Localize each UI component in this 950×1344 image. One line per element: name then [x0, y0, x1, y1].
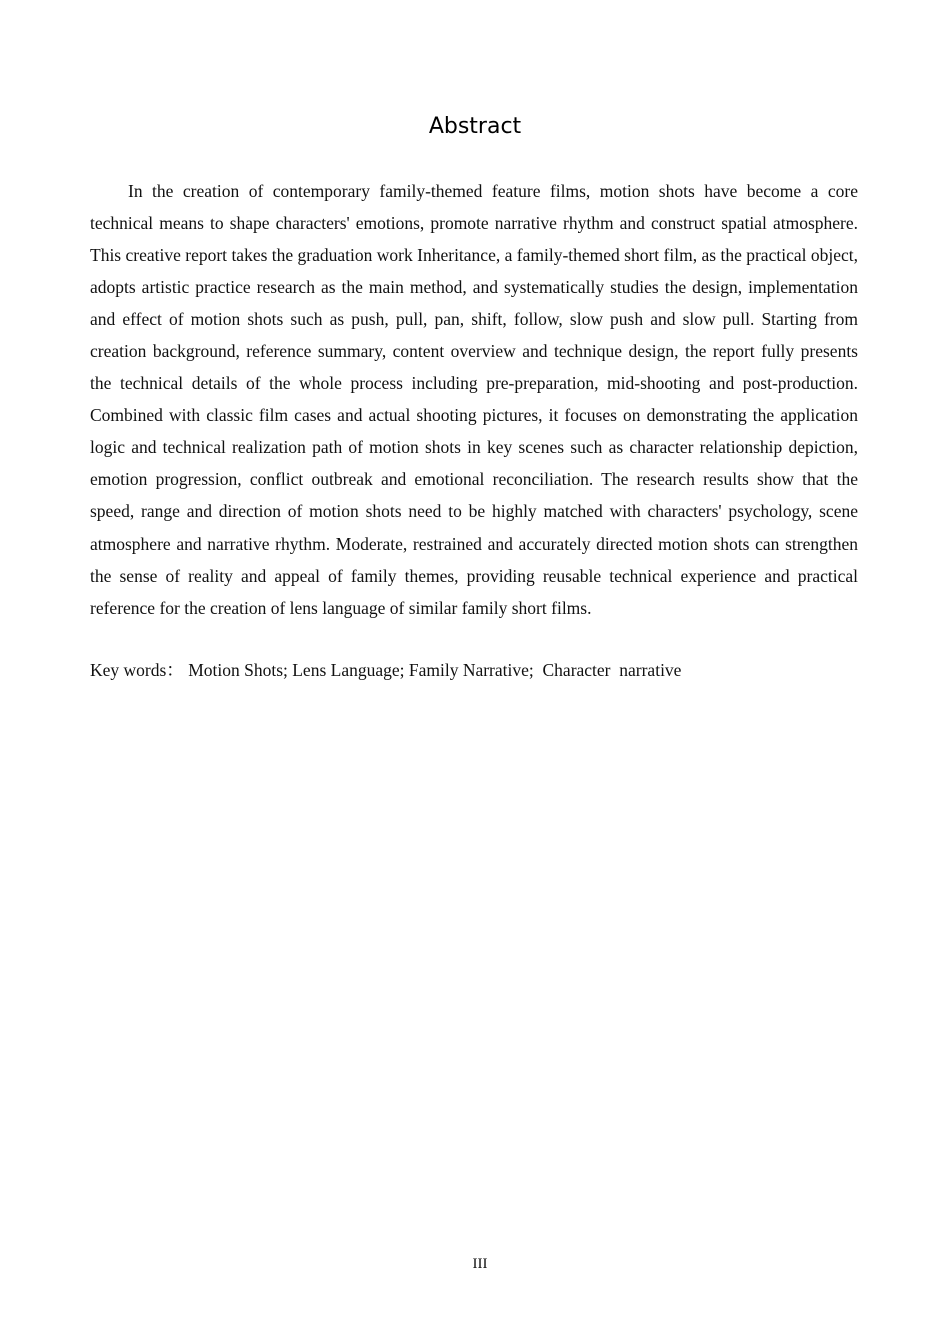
abstract-title: Abstract — [428, 114, 522, 139]
keywords-line — [90, 655, 858, 685]
page-number: III — [472, 1256, 488, 1272]
abstract-body: In the creation of contemporary family-themed feature films, motion shots have become a core technical means to shape characters' emotions, promote narrative rhythm and construct spatial atmosphere. This creative report takes the graduation work Inheritance, a family-themed short film, as the practical object, adopts artistic practice research as the main method, and systematically studies the design, implementation and effect of motion shots such as push, pull, pan, shift, follow, slow push and slow pull. Starting from creation background, reference summary, content overview and technique design, the report fully presents the technical details of the whole process including pre-preparation, mid-shooting and post-production. Combined with classic film cases and actual shooting pictures, it focuses on demonstrating the application logic and technical realization path of motion shots in key scenes such as character relationship depiction, emotion progression, conflict outbreak and emotional reconciliation. The research results show that the speed, range and direction of motion shots need to be highly matched with characters' psychology, scene atmosphere and narrative rhythm. Moderate, restrained and accurately directed motion shots can strengthen the sense of reality and appeal of family themes, providing reusable technical experience and practical reference for the creation of lens language of similar family short films. — [90, 181, 858, 618]
keywords-value: Motion Shots; Lens Language; Family Narrative; Character narrative — [183, 660, 682, 680]
keywords-label: Key words： — [90, 660, 184, 680]
